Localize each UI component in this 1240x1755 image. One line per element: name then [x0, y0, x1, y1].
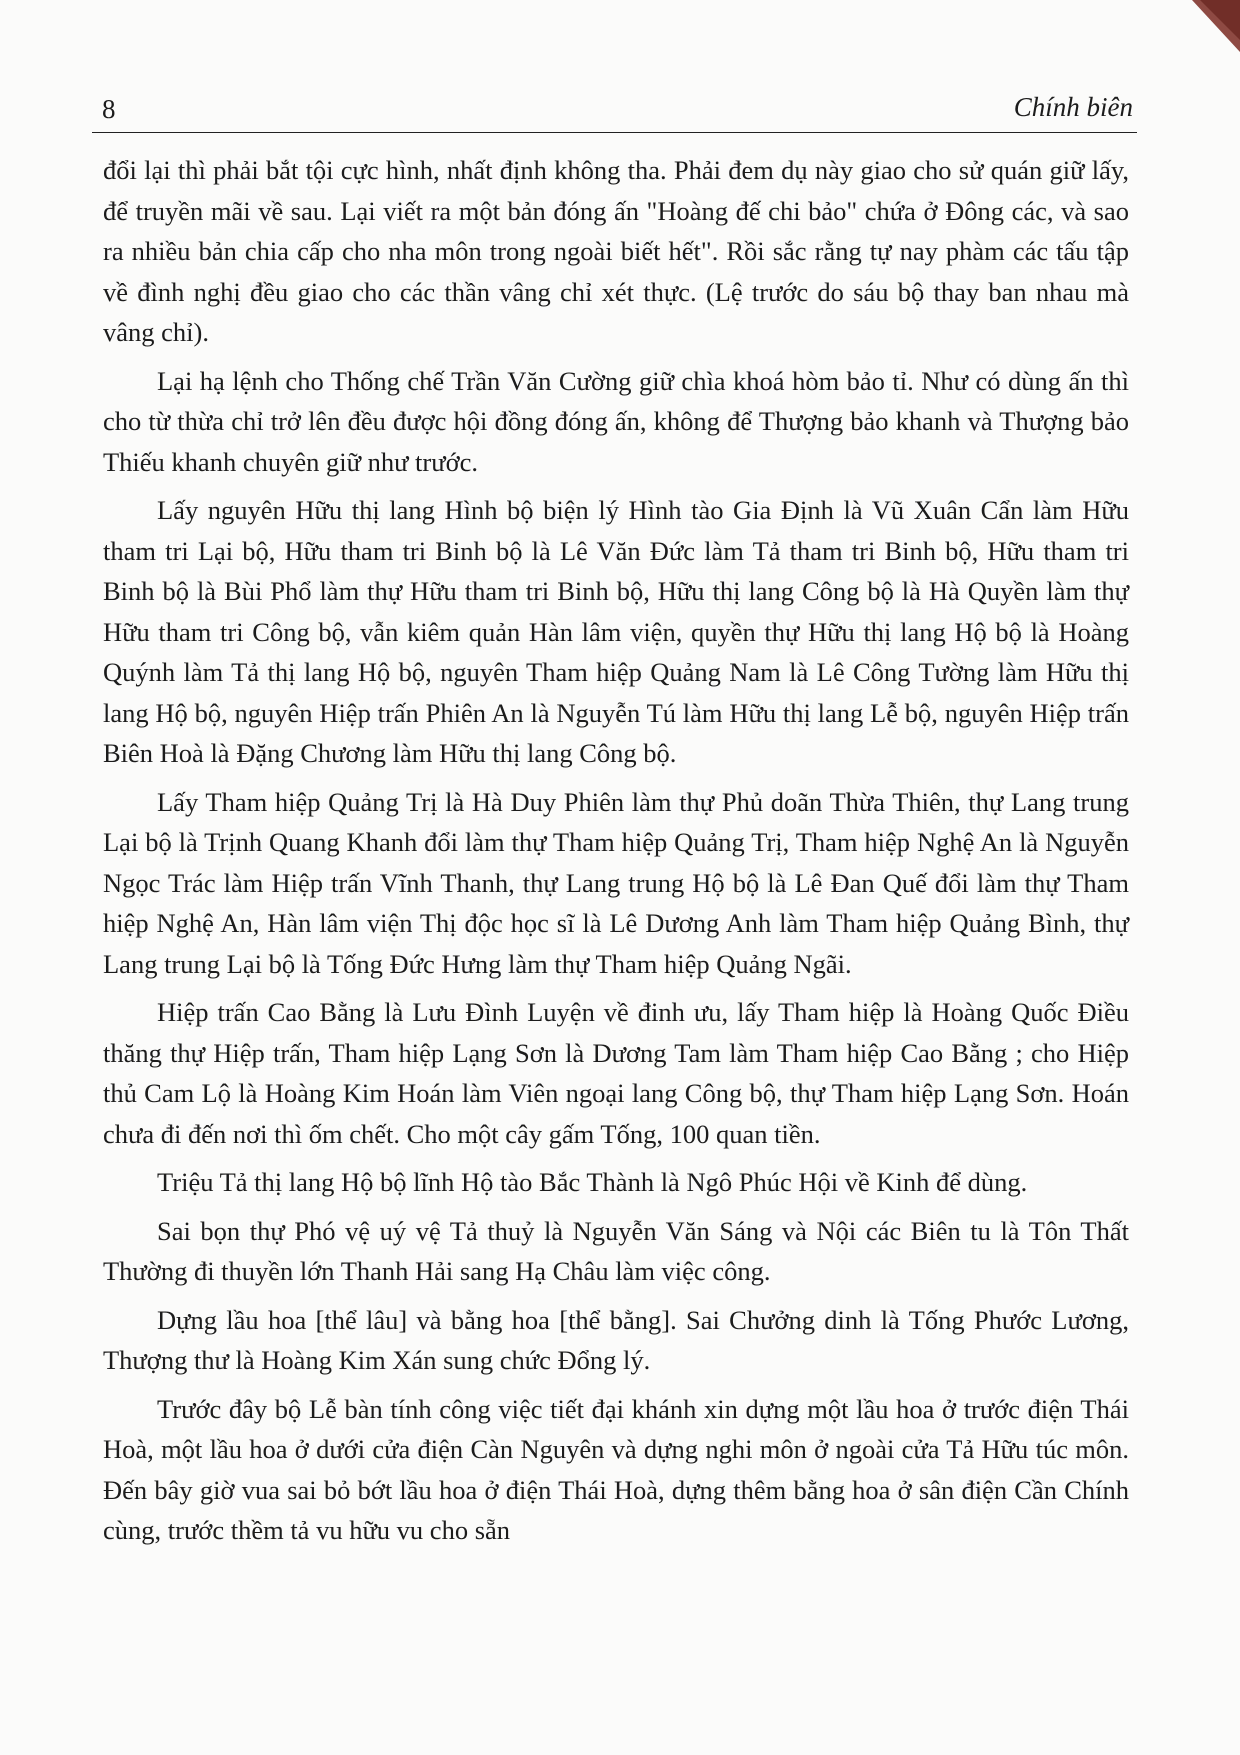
paragraph-8: Dựng lầu hoa [thể lâu] và bằng hoa [thể bằng]. Sai Chưởng dinh là Tống Phước Lương, Thượng thư là Hoàng Kim Xán sung chức Đổng lý.	[103, 1304, 1129, 1375]
library-stamp-mark	[1170, 0, 1240, 70]
paragraph-2: Lại hạ lệnh cho Thống chế Trần Văn Cường giữ chìa khoá hòm bảo tỉ. Như có dùng ấn thì cho từ thừa chỉ trở lên đều được hội đồng đóng ấn, không để Thượng bảo khanh và Thượng bảo Thiếu khanh chuyên giữ như trước.	[103, 365, 1129, 477]
paragraph-5: Hiệp trấn Cao Bằng là Lưu Đình Luyện về đinh ưu, lấy Tham hiệp là Hoàng Quốc Điều thăng thự Hiệp trấn, Tham hiệp Lạng Sơn là Dương Tam làm Tham hiệp Cao Bằng ; cho Hiệp thủ Cam Lộ là Hoàng Kim Hoán làm Viên ngoại lang Công bộ, thự Tham hiệp Lạng Sơn. Hoán chưa đi đến nơi thì ốm chết. Cho một cây gấm Tống, 100 quan tiền.	[103, 997, 1129, 1149]
body-text	[103, 150, 1129, 1559]
paragraph-1: đổi lại thì phải bắt tội cực hình, nhất định không tha. Phải đem dụ này giao cho sử quán giữ lấy, để truyền mãi về sau. Lại viết ra một bản đóng ấn "Hoàng đế chi bảo" chứa ở Đông các, và sao ra nhiều bản chia cấp cho nha môn trong ngoài biết hết". Rồi sắc rằng tự nay phàm các tấu tập về đình nghị đều giao cho các thần vâng chỉ xét thực. (Lệ trước do sáu bộ thay ban nhau mà vâng chỉ).	[103, 155, 1129, 347]
paragraph-9: Trước đây bộ Lễ bàn tính công việc tiết đại khánh xin dựng một lầu hoa ở trước điện Thái Hoà, một lầu hoa ở dưới cửa điện Càn Nguyên và dựng nghi môn ở ngoài cửa Tả Hữu túc môn. Đến bây giờ vua sai bỏ bớt lầu hoa ở điện Thái Hoà, dựng thêm bằng hoa ở sân điện Cần Chính cùng, trước thềm tả vu hữu vu cho sẵn	[103, 1393, 1129, 1545]
paragraph-7: Sai bọn thự Phó vệ uý vệ Tả thuỷ là Nguyễn Văn Sáng và Nội các Biên tu là Tôn Thất Thường đi thuyền lớn Thanh Hải sang Hạ Châu làm việc công.	[103, 1215, 1129, 1286]
running-title: Chính biên	[1013, 92, 1133, 122]
page-number: 8	[102, 94, 116, 124]
paragraph-6: Triệu Tả thị lang Hộ bộ lĩnh Hộ tào Bắc Thành là Ngô Phúc Hội về Kinh để dùng.	[157, 1167, 1028, 1197]
paragraph-4: Lấy Tham hiệp Quảng Trị là Hà Duy Phiên làm thự Phủ doãn Thừa Thiên, thự Lang trung Lại bộ là Trịnh Quang Khanh đổi làm thự Tham hiệp Quảng Trị, Tham hiệp Nghệ An là Nguyễn Ngọc Trác làm Hiệp trấn Vĩnh Thanh, thự Lang trung Hộ bộ là Lê Đan Quế đổi làm thự Tham hiệp Nghệ An, Hàn lâm viện Thị độc học sĩ là Lê Dương Anh làm Tham hiệp Quảng Bình, thự Lang trung Lại bộ là Tống Đức Hưng làm thự Tham hiệp Quảng Ngãi.	[103, 786, 1129, 979]
page-header	[92, 88, 1137, 133]
paragraph-3: Lấy nguyên Hữu thị lang Hình bộ biện lý Hình tào Gia Định là Vũ Xuân Cẩn làm Hữu tham tri Lại bộ, Hữu tham tri Binh bộ là Lê Văn Đức làm Tả tham tri Binh bộ, Hữu tham tri Binh bộ là Bùi Phổ làm thự Hữu tham tri Binh bộ, Hữu thị lang Công bộ là Hà Quyền làm thự Hữu tham tri Công bộ, vẫn kiêm quản Hàn lâm viện, quyền thự Hữu thị lang Hộ bộ là Hoàng Quýnh làm Tả thị lang Hộ bộ, nguyên Tham hiệp Quảng Nam là Lê Công Tường làm Hữu thị lang Hộ bộ, nguyên Hiệp trấn Phiên An là Nguyễn Tú làm Hữu thị lang Lễ bộ, nguyên Hiệp trấn Biên Hoà là Đặng Chương làm Hữu thị lang Công bộ.	[103, 495, 1129, 768]
